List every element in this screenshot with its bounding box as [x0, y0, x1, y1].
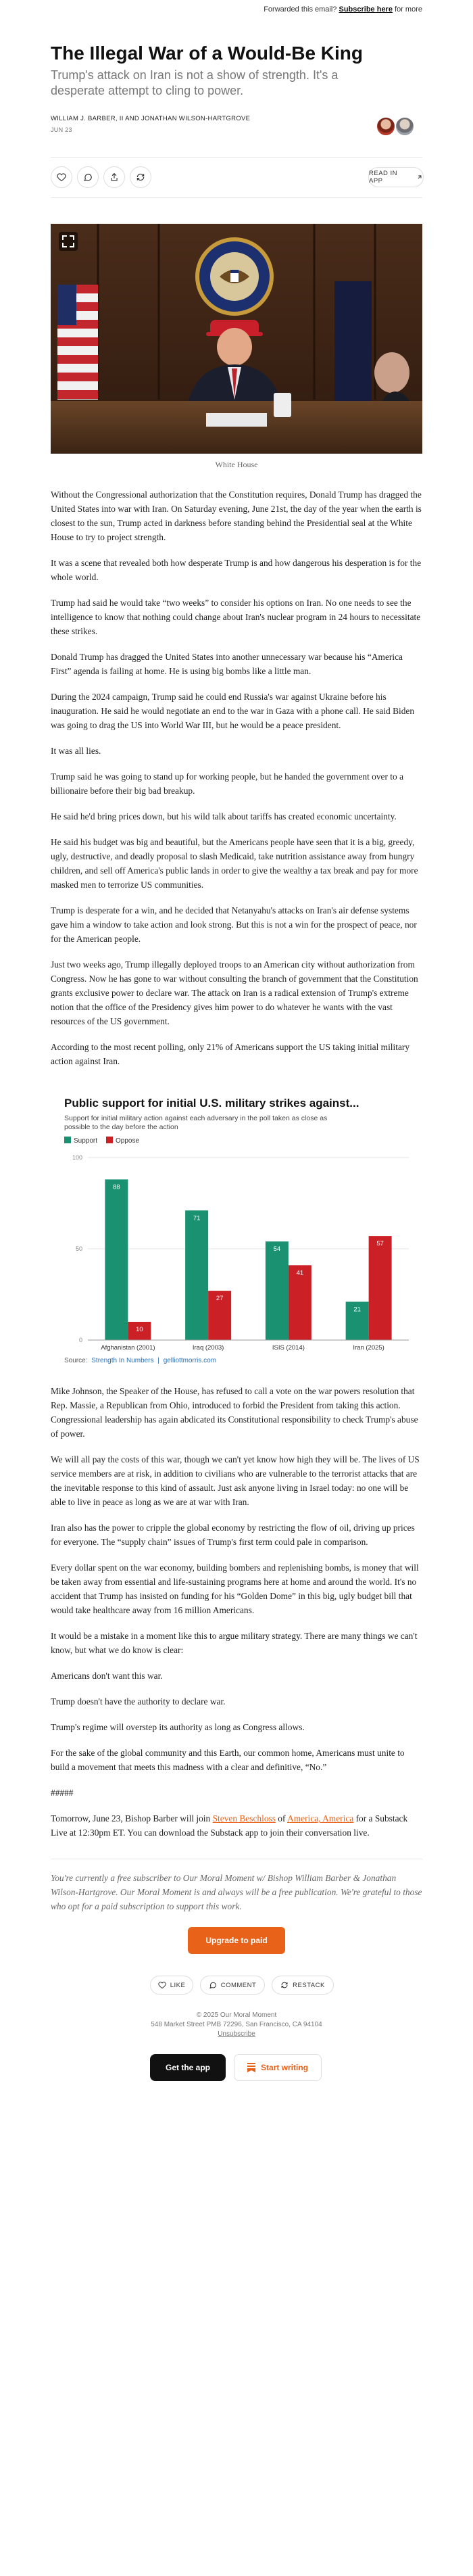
closing-text: for a Substack Live at 12:30pm ET. You can download the Substack app to join their conversation live. [51, 1813, 408, 1838]
start-writing-button[interactable] [234, 2054, 322, 2081]
unsubscribe-link[interactable]: Unsubscribe [218, 2030, 255, 2038]
hero-image [51, 224, 422, 454]
article-title: The Illegal War of a Would-Be King [51, 43, 364, 64]
paragraph: He said his budget was big and beautiful, but the Americans people have seen that it is a big, greedy, ugly, destructive, and deadly proposal to slash Medicaid, take nutrition assistance away from hungry children, and sell off America's public lands in order to give the wealthy a tax break and pay for more masked men to terrorize US communities. [51, 837, 418, 890]
subscribe-link[interactable]: Subscribe here [339, 5, 393, 14]
chart-title: Public support for initial U.S. military strikes against... [64, 1097, 359, 1110]
closing-text: Tomorrow, June 23, Bishop Barber will join [51, 1813, 213, 1823]
comment-icon [209, 1981, 217, 1989]
paragraph: Trump is desperate for a win, and he decided that Netanyahu's attacks on Iran's air defense systems gave him a window to take action and look strong. But this is not a win for the prospect of peace, nor for the American people. [51, 905, 417, 944]
comment-button[interactable] [77, 166, 99, 188]
restack-pill-button[interactable] [272, 1976, 334, 1995]
paragraph: Trump had said he would take “two weeks” to consider his options on Iran. No one needs to see the intelligence to know that nothing could change about Iran's nuclear program in 24 hours to necessitate these strikes. [51, 598, 421, 636]
paragraph: Iran also has the power to cripple the global economy by restricting the flow of oil, driving up prices for everyone. The “supply chain” issues of Trump's first term could pale in comparison. [51, 1523, 415, 1547]
divider [51, 197, 422, 198]
paragraph: Trump said he was going to stand up for working people, but he handed the government over to a billionaire before their big bad breakup. [51, 771, 404, 796]
bar-support [105, 1179, 128, 1340]
paragraph: Donald Trump has dragged the United States into another unnecessary war because his “America First” agenda is failing at home. He is using big bombs like a little man. [51, 652, 403, 676]
bar-support [185, 1210, 208, 1340]
like-pill-button[interactable] [150, 1976, 193, 1995]
forward-prefix: Forwarded this email? [264, 5, 337, 14]
paragraph: Trump's regime will overstep its authority as long as Congress allows. [51, 1722, 305, 1732]
restack-icon [136, 172, 145, 182]
bar-value-label: 21 [353, 1306, 361, 1314]
chart-subtitle: Support for initial military action against each adversary in the poll taken as close as possible to the day before the action [64, 1114, 328, 1131]
paragraph: It was all lies. [51, 746, 101, 756]
subscriber-note: You're currently a free subscriber to Our Moral Moment w/ Bishop William Barber & Jonathan Wilson-Hartgrove. Our Moral Moment is and always will be a free publication. We're grateful to those who opt for a paid subscription to support this work. [51, 1873, 422, 1911]
expand-icon[interactable] [59, 232, 78, 251]
article-subtitle: Trump's attack on Iran is not a show of strength. It's a desperate attempt to cling to power. [51, 68, 339, 97]
paragraph: According to the most recent polling, only 21% of Americans support the US taking initial military action against Iran. [51, 1042, 410, 1066]
author-avatar-barber[interactable] [376, 116, 396, 137]
x-category-label: Iran (2025) [353, 1344, 384, 1352]
get-the-app-button[interactable] [150, 2054, 226, 2081]
y-tick-label: 100 [72, 1154, 82, 1161]
steven-beschloss-link[interactable]: Steven Beschloss [212, 1813, 276, 1823]
byline[interactable]: WILLIAM J. BARBER, II AND JONATHAN WILSON-HARTGROVE [51, 115, 251, 122]
bar-value-label: 41 [296, 1269, 304, 1277]
legend-label-support: Support [74, 1137, 98, 1145]
legend-swatch-oppose [106, 1137, 113, 1143]
paragraph: He said he'd bring prices down, but his wild talk about tariffs has created economic uncertainty. [51, 811, 397, 821]
paragraph: Mike Johnson, the Speaker of the House, has refused to call a vote on the war powers resolution that Rep. Massie, a Republican from Ohio, introduced to forbid the President from taking this action. Congressional leadership has again abdicated its Constitutional responsibility to check Trump's abuse of power. [51, 1386, 418, 1439]
share-icon [109, 172, 119, 182]
legend-swatch-support [64, 1137, 71, 1143]
image-caption: White House [215, 460, 258, 469]
bar-oppose [369, 1236, 392, 1340]
get-app-label: Get the app [165, 2063, 210, 2072]
forward-suffix: for more [395, 5, 422, 14]
y-tick-label: 50 [75, 1245, 82, 1252]
x-category-label: Afghanistan (2001) [101, 1344, 155, 1352]
arrow-up-right-icon [416, 174, 423, 181]
paragraph: During the 2024 campaign, Trump said he could end Russia's war against Ukraine before his inauguration. He said he would negotiate an end to the war in Gaza with a phone call. He said Biden was going to drag the US into World War III, but he would be a peace president. [51, 692, 415, 730]
paragraph: We will all pay the costs of this war, though we can't yet know how high they will be. The lives of US service members are at risk, in addition to civilians who are vulnerable to the terrorist attacks that are the inevitable response to this kind of assault. Just ask anyone living in Israel today: no one will be able to live in peace as long as we are at war with Iran. [51, 1454, 420, 1507]
comment-icon [83, 172, 93, 182]
legend-label-oppose: Oppose [116, 1137, 140, 1145]
poll-chart [51, 1087, 422, 1370]
footer-address: 548 Market Street PMB 72296, San Francisco, CA 94104 [151, 2021, 322, 2028]
america-america-link[interactable]: America, America [287, 1813, 354, 1823]
paragraph: It would be a mistake in a moment like this to argue military strategy. There are many things we can't know, but what we do know is clear: [51, 1631, 418, 1655]
chart-source: Source: Strength In Numbers | gelliottmorris.com [64, 1357, 217, 1364]
restack-button[interactable] [130, 166, 151, 188]
divider [51, 157, 422, 158]
closing-paragraph [51, 1811, 422, 1840]
read-in-app-button[interactable] [368, 167, 424, 187]
like-button[interactable] [51, 166, 72, 188]
bar-value-label: 10 [136, 1326, 143, 1333]
read-in-app-label: READ IN APP [369, 170, 398, 185]
start-writing-label: Start writing [260, 2063, 308, 2072]
forward-banner [264, 5, 422, 14]
paragraph: It was a scene that revealed both how desperate Trump is and how dangerous his desperation is for the whole world. [51, 558, 422, 582]
bar-value-label: 54 [273, 1245, 281, 1254]
closing-text: of [275, 1813, 288, 1823]
restack-icon [280, 1981, 289, 1989]
heart-icon [57, 172, 66, 182]
paragraph: ##### [51, 1788, 74, 1798]
footer-copyright: © 2025 Our Moral Moment [196, 2011, 277, 2019]
bar-value-label: 57 [376, 1240, 384, 1248]
author-avatar-wilson-hartgrove[interactable] [395, 116, 415, 137]
share-button[interactable] [103, 166, 125, 188]
paragraph: Just two weeks ago, Trump illegally deployed troops to an American city without authorization from Congress. Now he has gone to war without consulting the branch of government that the Constitution grants exclusive power to declare war. The attack on Iran is a radical extension of Trump's extreme notion that the office of the Presidency gives him power to do whatever he wants with the vast resources of the US government. [51, 959, 418, 1026]
restack-label: RESTACK [293, 1981, 325, 1989]
x-category-label: ISIS (2014) [272, 1344, 305, 1352]
paragraph: Every dollar spent on the war economy, building bombers and replenishing bombs, is money that will be taken away from essential and life-sustaining programs here at home and around the world. It's no accident that Trump has insisted on funding for his “Golden Dome” in this big, ugly budget bill that would take healthcare away from 16 million Americans. [51, 1563, 419, 1615]
paragraph: For the sake of the global community and this Earth, our common home, Americans must unite to build a movement that meets this madness with a clear and definitive, “No.” [51, 1748, 405, 1772]
bar-support [266, 1241, 289, 1340]
bar-value-label: 88 [113, 1183, 120, 1191]
comment-label: COMMENT [220, 1981, 257, 1989]
paragraph: Americans don't want this war. [51, 1671, 163, 1681]
x-category-label: Iraq (2003) [192, 1344, 224, 1352]
comment-pill-button[interactable] [200, 1976, 265, 1995]
paragraph: Trump doesn't have the authority to declare war. [51, 1696, 226, 1707]
bar-value-label: 71 [193, 1214, 201, 1222]
substack-icon [247, 2063, 255, 2072]
like-label: LIKE [170, 1981, 186, 1989]
paragraph: Without the Congressional authorization that the Constitution requires, Donald Trump has dragged the United States into war with Iran. On Saturday evening, June 21st, the day of the year when the earth is closest to the sun, Trump acted in darkness before standing behind the Presidential seal at the White House to try to project strength. [51, 490, 422, 542]
upgrade-to-paid-button[interactable]: Upgrade to paid [188, 1927, 285, 1954]
bar-value-label: 27 [216, 1295, 224, 1303]
y-tick-label: 0 [78, 1337, 82, 1343]
heart-icon [158, 1981, 166, 1989]
publish-date: JUN 23 [51, 126, 72, 133]
